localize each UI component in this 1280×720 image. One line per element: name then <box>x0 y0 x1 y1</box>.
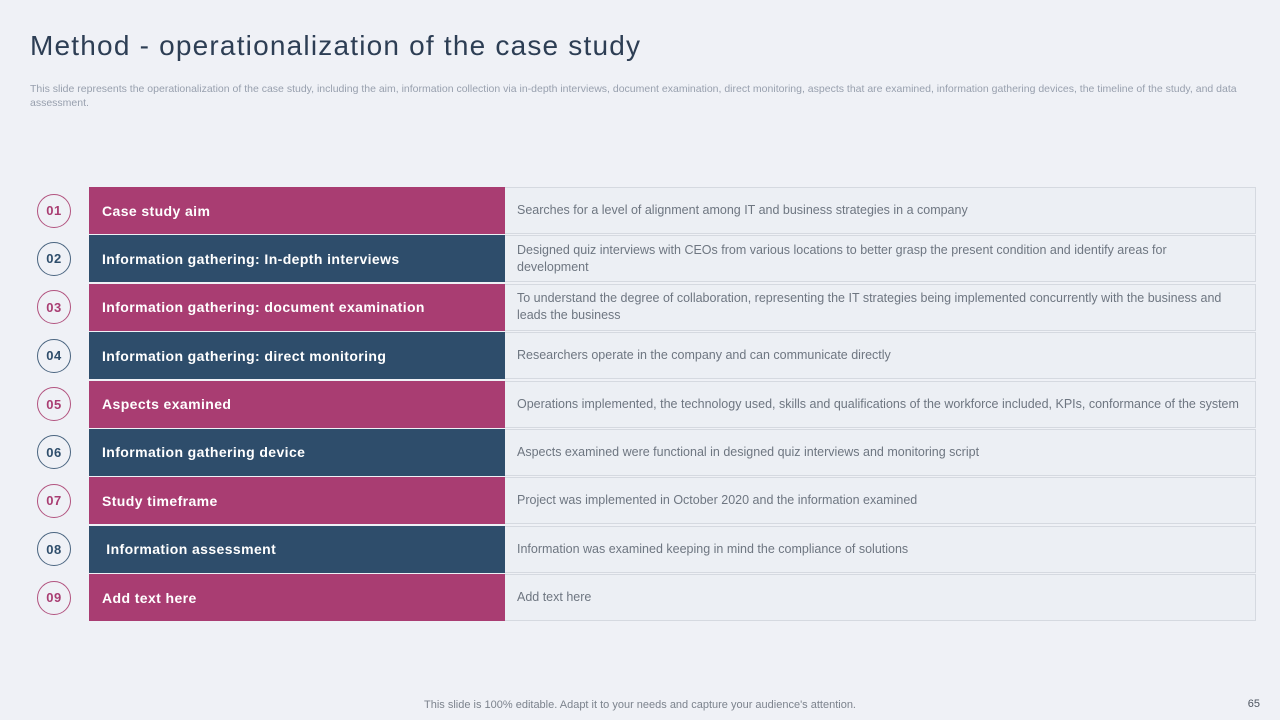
row-number-badge <box>37 484 71 518</box>
row-label-box <box>89 526 505 573</box>
row-label-text: Aspects examined <box>102 396 232 413</box>
row-label-box <box>89 187 505 234</box>
table-row <box>37 429 1256 476</box>
row-number-badge <box>37 290 71 324</box>
row-number-badge <box>37 581 71 615</box>
row-description-text: Researchers operate in the company and can communicate directly <box>517 348 891 363</box>
row-description-text: Information was examined keeping in mind the compliance of solutions <box>517 541 909 556</box>
row-number-badge <box>37 387 71 421</box>
row-description-text: Operations implemented, the technology used, skills and qualifications of the workforce included, KPIs, conformance of the system <box>517 396 1239 411</box>
slide-subtitle: This slide represents the operationalization of the case study, including the aim, information collection via in-depth interviews, document examination, direct monitoring, aspects that are examined, information gathering devices, the timeline of the study, and data assessment. <box>30 83 1237 110</box>
row-number-text: 05 <box>46 396 62 412</box>
row-number-text: 04 <box>46 348 62 364</box>
row-description-text: Searches for a level of alignment among IT and business strategies in a company <box>517 203 968 218</box>
row-label-text: Information gathering: In-depth interviews <box>102 250 400 267</box>
row-description-text: To understand the degree of collaboration, representing the IT strategies being implemented concurrently with the business and leads the business <box>517 291 1222 323</box>
row-number-badge <box>37 435 71 469</box>
table-row <box>37 381 1256 428</box>
row-number-text: 06 <box>46 444 62 460</box>
row-number-badge <box>37 194 71 228</box>
row-description-cell <box>505 187 1256 234</box>
row-label-text: Information gathering: direct monitoring <box>102 347 387 364</box>
row-number-badge <box>37 532 71 566</box>
row-label-box <box>89 381 505 428</box>
row-label-box <box>89 574 505 621</box>
row-label-box <box>89 477 505 524</box>
table-row <box>37 332 1256 379</box>
table-row <box>37 574 1256 621</box>
row-number-text: 02 <box>46 251 62 267</box>
table-row <box>37 235 1256 282</box>
page-number: 65 <box>1247 698 1260 710</box>
row-label-text: Case study aim <box>102 202 211 219</box>
row-number-badge <box>37 242 71 276</box>
row-label-text: Study timeframe <box>102 492 218 509</box>
row-label-box <box>89 235 505 282</box>
row-description-cell <box>505 574 1256 621</box>
row-label-box <box>89 429 505 476</box>
row-description-cell <box>505 235 1256 282</box>
row-label-text: Add text here <box>102 589 197 606</box>
page-title: Method - operationalization of the case study <box>30 30 642 61</box>
method-table <box>37 187 1256 621</box>
row-label-text: Information gathering: document examination <box>102 299 425 316</box>
table-row <box>37 526 1256 573</box>
row-description-cell <box>505 284 1256 331</box>
row-number-text: 01 <box>46 203 62 218</box>
row-label-text: Information assessment <box>102 541 277 558</box>
row-description-cell <box>505 332 1256 379</box>
row-description-text: Project was implemented in October 2020 and the information examined <box>517 493 918 508</box>
footer-note: This slide is 100% editable. Adapt it to your needs and capture your audience's attention. <box>424 699 856 711</box>
row-number-text: 07 <box>46 493 62 509</box>
row-label-box <box>89 332 505 379</box>
row-label-text: Information gathering device <box>102 444 306 461</box>
row-description-text: Aspects examined were functional in designed quiz interviews and monitoring script <box>517 445 980 460</box>
row-description-cell <box>505 381 1256 428</box>
row-description-cell <box>505 429 1256 476</box>
row-description-text: Add text here <box>517 590 592 605</box>
row-description-cell <box>505 477 1256 524</box>
row-number-text: 03 <box>46 299 62 315</box>
table-row <box>37 477 1256 524</box>
row-number-text: 08 <box>46 541 62 557</box>
row-label-box <box>89 284 505 331</box>
table-row <box>37 187 1256 234</box>
row-number-text: 09 <box>46 590 62 606</box>
row-description-cell <box>505 526 1256 573</box>
table-row <box>37 284 1256 331</box>
row-number-badge <box>37 339 71 373</box>
row-description-text: Designed quiz interviews with CEOs from various locations to better grasp the present condition and identify areas for development <box>517 243 1167 274</box>
